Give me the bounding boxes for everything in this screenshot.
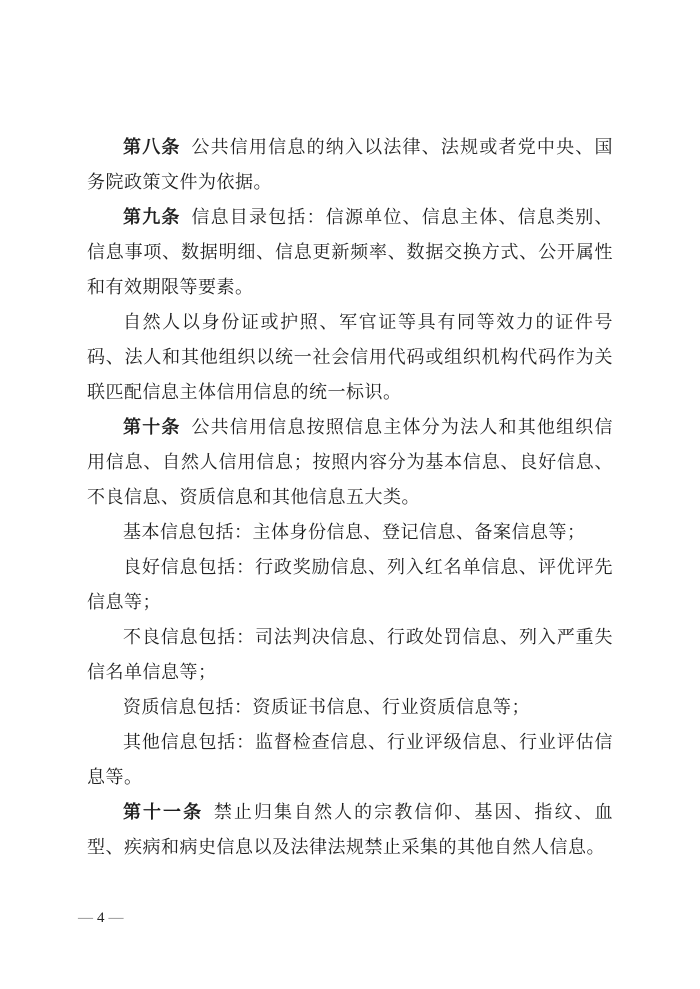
paragraph-bad-info	[87, 620, 613, 690]
paragraph-article-11	[87, 795, 613, 865]
paragraph-article-9	[87, 200, 613, 305]
paragraph-text: 基本信息包括：主体身份信息、登记信息、备案信息等；	[123, 522, 586, 542]
paragraph-text: 公共信用信息的纳入以法律、法规或者党中央、国务院政策文件为依据。	[87, 137, 614, 192]
article-heading: 第八条	[123, 137, 181, 157]
paragraph-text: 其他信息包括：监督检查信息、行业评级信息、行业评估信息等。	[87, 732, 613, 787]
document-text-block	[87, 130, 613, 865]
paragraph-identifier-rule	[87, 305, 613, 410]
paragraph-good-info	[87, 550, 613, 620]
paragraph-article-8	[87, 130, 613, 200]
paragraph-text: 良好信息包括：行政奖励信息、列入红名单信息、评优评先信息等；	[87, 557, 613, 612]
footer-page-number: 4	[97, 910, 107, 926]
paragraph-basic-info	[87, 515, 613, 550]
paragraph-qualification-info	[87, 690, 613, 725]
paragraph-text: 信息目录包括：信源单位、信息主体、信息类别、信息事项、数据明细、信息更新频率、数据交换方式、公开属性和有效期限等要素。	[87, 207, 614, 297]
paragraph-text: 不良信息包括：司法判决信息、行政处罚信息、列入严重失信名单信息等；	[87, 627, 613, 682]
article-heading: 第九条	[123, 207, 181, 227]
footer-right-dash: —	[108, 910, 126, 926]
footer-left-dash: —	[78, 910, 95, 926]
paragraph-article-10	[87, 410, 613, 515]
paragraph-text: 资质信息包括：资质证书信息、行业资质信息等；	[123, 697, 530, 717]
page-number	[78, 908, 126, 928]
paragraph-other-info	[87, 725, 613, 795]
paragraph-text: 禁止归集自然人的宗教信仰、基因、指纹、血型、疾病和病史信息以及法律法规禁止采集的其他自然人信息。	[87, 802, 614, 857]
article-heading: 第十条	[123, 417, 181, 437]
paragraph-text: 自然人以身份证或护照、军官证等具有同等效力的证件号码、法人和其他组织以统一社会信用代码或组织机构代码作为关联匹配信息主体信用信息的统一标识。	[87, 312, 613, 402]
paragraph-text: 公共信用信息按照信息主体分为法人和其他组织信用信息、自然人信用信息；按照内容分为基本信息、良好信息、不良信息、资质信息和其他信息五大类。	[87, 417, 614, 507]
article-heading: 第十一条	[123, 802, 204, 822]
